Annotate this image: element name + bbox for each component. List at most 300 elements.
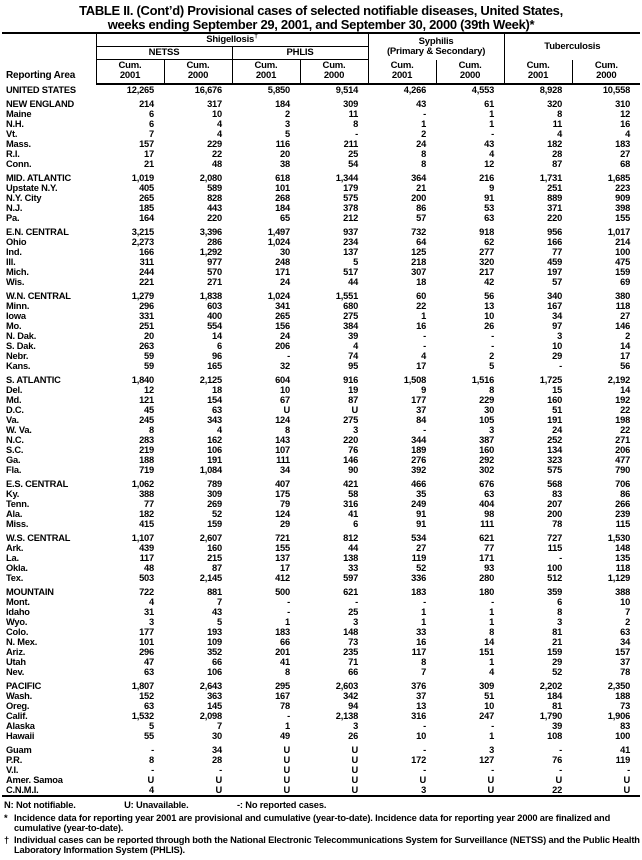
table-row xyxy=(2,84,640,95)
value-cell: 407 xyxy=(275,479,290,489)
value-cell: 4 xyxy=(217,425,222,435)
value-cell: 35 xyxy=(416,489,427,499)
value-cell: 95 xyxy=(348,361,359,371)
value-cell: 376 xyxy=(411,681,427,691)
value-cell: U xyxy=(351,775,359,785)
table-row xyxy=(2,533,640,543)
value-cell: - xyxy=(423,425,427,435)
table-title-line1: TABLE II. (Cont’d) Provisional cases of selected notifiable diseases, United States, xyxy=(79,3,563,18)
value-cell: 316 xyxy=(411,711,427,721)
value-cell: - xyxy=(491,765,495,775)
value-cell: 8 xyxy=(285,425,290,435)
value-cell: 43 xyxy=(212,607,222,617)
value-cell: 239 xyxy=(615,509,631,519)
table-row xyxy=(2,257,640,267)
row-label: Iowa xyxy=(6,311,26,321)
table-row xyxy=(2,563,640,573)
value-cell: 25 xyxy=(348,149,359,159)
value-cell: 517 xyxy=(343,267,359,277)
value-cell: 477 xyxy=(615,455,631,465)
value-cell: 323 xyxy=(547,455,563,465)
value-cell: 16 xyxy=(416,637,427,647)
value-cell: 248 xyxy=(275,257,290,267)
value-cell: 384 xyxy=(343,321,359,331)
value-cell: 15 xyxy=(552,385,563,395)
value-cell: 160 xyxy=(479,445,495,455)
value-cell: 2,098 xyxy=(199,711,222,721)
row-label: Hawaii xyxy=(6,731,35,741)
value-cell: 20 xyxy=(144,331,154,341)
value-cell: 60 xyxy=(416,291,427,301)
value-cell: 6 xyxy=(557,597,563,607)
value-cell: 30 xyxy=(212,731,222,741)
value-cell: - xyxy=(151,745,154,755)
value-cell: 165 xyxy=(207,361,222,371)
value-cell: 117 xyxy=(411,647,427,657)
notifiable-diseases-table xyxy=(2,32,640,797)
value-cell: 218 xyxy=(411,257,427,267)
table-row xyxy=(2,731,640,741)
value-cell: 167 xyxy=(275,691,290,701)
row-label: Ala. xyxy=(6,509,23,519)
row-label: Guam xyxy=(6,745,32,755)
value-cell: 4,266 xyxy=(403,85,427,95)
value-cell: 1 xyxy=(489,607,495,617)
value-cell: 127 xyxy=(479,755,495,765)
value-cell: 7 xyxy=(217,597,222,607)
value-cell: 14 xyxy=(620,341,631,351)
table-row xyxy=(2,627,640,637)
value-cell: 722 xyxy=(139,587,154,597)
row-label: Conn. xyxy=(6,159,32,169)
value-cell: - xyxy=(423,341,427,351)
value-cell: 364 xyxy=(411,173,427,183)
value-cell: 276 xyxy=(411,455,427,465)
dagger-footnote-marker: † xyxy=(254,32,258,40)
value-cell: 96 xyxy=(212,351,222,361)
value-cell: 2,202 xyxy=(539,681,563,691)
value-cell: 1,731 xyxy=(539,173,563,183)
value-cell: 5 xyxy=(285,129,290,139)
value-cell: 34 xyxy=(552,311,563,321)
value-cell: 2,643 xyxy=(199,681,222,691)
row-label: W.S. CENTRAL xyxy=(6,533,71,543)
value-cell: 2,607 xyxy=(199,533,222,543)
value-cell: 78 xyxy=(620,667,631,677)
value-cell: 37 xyxy=(416,691,427,701)
table-row xyxy=(2,237,640,247)
value-cell: 331 xyxy=(139,311,154,321)
row-label: N.C. xyxy=(6,435,24,445)
value-cell: 352 xyxy=(207,647,222,657)
value-cell: 53 xyxy=(484,203,495,213)
table-row xyxy=(2,657,640,667)
value-cell: 7 xyxy=(217,721,222,731)
value-cell: 6 xyxy=(149,119,154,129)
value-cell: 41 xyxy=(280,657,290,667)
table-title xyxy=(2,4,640,31)
value-cell: - xyxy=(423,721,427,731)
value-cell: 2,080 xyxy=(199,173,222,183)
value-cell: 62 xyxy=(484,237,495,247)
value-cell: 320 xyxy=(547,99,563,109)
value-cell: 33 xyxy=(348,563,359,573)
row-label: R.I. xyxy=(6,149,20,159)
value-cell: 234 xyxy=(343,237,359,247)
value-cell: 4 xyxy=(149,785,154,795)
value-cell: 192 xyxy=(615,395,631,405)
value-cell: 5,850 xyxy=(267,85,290,95)
row-label: N.Y. City xyxy=(6,193,42,203)
value-cell: 121 xyxy=(139,395,154,405)
value-cell: 310 xyxy=(615,99,631,109)
value-cell: 182 xyxy=(547,139,563,149)
value-cell: 22 xyxy=(620,405,631,415)
value-cell: 956 xyxy=(547,227,563,237)
cum-col-header: Cum. 2001 xyxy=(504,60,572,85)
value-cell: 76 xyxy=(348,445,359,455)
value-cell: U xyxy=(283,765,290,775)
value-cell: 475 xyxy=(615,257,631,267)
value-cell: 33 xyxy=(416,627,427,637)
value-cell: 183 xyxy=(615,139,631,149)
value-cell: U xyxy=(623,785,631,795)
syphilis-label-line2: (Primary & Secondary) xyxy=(386,45,486,57)
value-cell: 107 xyxy=(275,445,290,455)
value-cell: 84 xyxy=(416,415,427,425)
value-cell: 97 xyxy=(552,321,563,331)
value-cell: 63 xyxy=(620,627,631,637)
table-row xyxy=(2,587,640,597)
value-cell: 280 xyxy=(479,573,495,583)
value-cell: 13 xyxy=(416,701,427,711)
table-row xyxy=(2,321,640,331)
value-cell: 137 xyxy=(343,247,359,257)
value-cell: 4 xyxy=(217,119,222,129)
value-cell: 119 xyxy=(411,553,427,563)
value-cell: 54 xyxy=(348,159,359,169)
value-cell: 6 xyxy=(149,109,154,119)
value-cell: 48 xyxy=(144,563,154,573)
value-cell: 220 xyxy=(207,213,222,223)
value-cell: 1,840 xyxy=(131,375,154,385)
value-cell: 2 xyxy=(625,617,631,627)
value-cell: 17 xyxy=(280,563,290,573)
table-row xyxy=(2,149,640,159)
table-row xyxy=(2,637,640,647)
value-cell: 137 xyxy=(275,553,290,563)
value-cell: 439 xyxy=(139,543,154,553)
value-cell: 55 xyxy=(144,731,154,741)
syphilis-group-header xyxy=(368,33,504,60)
value-cell: 11 xyxy=(348,109,359,119)
table-row xyxy=(2,341,640,351)
value-cell: 31 xyxy=(144,607,154,617)
cum-col-header: Cum. 2001 xyxy=(232,60,300,85)
value-cell: 317 xyxy=(207,99,222,109)
value-cell: 618 xyxy=(275,173,290,183)
value-cell: 265 xyxy=(275,311,290,321)
row-label: Pa. xyxy=(6,213,20,223)
value-cell: 74 xyxy=(348,351,359,361)
value-cell: 197 xyxy=(547,267,563,277)
value-cell: 286 xyxy=(207,237,222,247)
value-cell: 235 xyxy=(343,647,359,657)
table-row xyxy=(2,499,640,509)
value-cell: - xyxy=(423,765,427,775)
footnotes xyxy=(2,800,640,856)
value-cell: 359 xyxy=(547,587,563,597)
row-label: W. Va. xyxy=(6,425,32,435)
value-cell: 12,265 xyxy=(126,85,154,95)
value-cell: 341 xyxy=(275,301,290,311)
value-cell: 106 xyxy=(207,445,222,455)
table-row xyxy=(2,331,640,341)
row-label: Wyo. xyxy=(6,617,28,627)
value-cell: 4,553 xyxy=(471,85,495,95)
value-cell: 56 xyxy=(484,291,495,301)
value-cell: 52 xyxy=(552,667,563,677)
value-cell: 8 xyxy=(149,755,154,765)
value-cell: 621 xyxy=(343,587,359,597)
value-cell: 4 xyxy=(421,351,427,361)
value-cell: 283 xyxy=(139,435,154,445)
value-cell: 1,530 xyxy=(607,533,631,543)
value-cell: - xyxy=(287,711,290,721)
value-cell: 268 xyxy=(275,193,290,203)
value-cell: 11 xyxy=(552,119,563,129)
table-row xyxy=(2,681,640,691)
value-cell: 12 xyxy=(620,109,631,119)
table-row xyxy=(2,351,640,361)
value-cell: 45 xyxy=(144,405,154,415)
value-cell: - xyxy=(491,331,495,341)
table-row xyxy=(2,721,640,731)
value-cell: 307 xyxy=(411,267,427,277)
row-label: Upstate N.Y. xyxy=(6,183,58,193)
value-cell: 39 xyxy=(552,721,563,731)
value-cell: 25 xyxy=(348,607,359,617)
value-cell: 57 xyxy=(552,277,563,287)
value-cell: 61 xyxy=(484,99,495,109)
value-cell: 13 xyxy=(484,301,495,311)
value-cell: 188 xyxy=(615,691,631,701)
value-cell: 215 xyxy=(207,553,222,563)
value-cell: 1 xyxy=(421,311,427,321)
value-cell: 812 xyxy=(343,533,359,543)
row-label: W.N. CENTRAL xyxy=(6,291,71,301)
value-cell: - xyxy=(559,745,563,755)
value-cell: 1 xyxy=(421,607,427,617)
value-cell: 111 xyxy=(480,519,495,529)
value-cell: 77 xyxy=(484,543,495,553)
row-label: Ind. xyxy=(6,247,22,257)
value-cell: 91 xyxy=(416,509,427,519)
table-row xyxy=(2,159,640,169)
table-row xyxy=(2,455,640,465)
value-cell: 220 xyxy=(547,213,563,223)
table-row xyxy=(2,617,640,627)
value-cell: 1 xyxy=(489,109,495,119)
table-row xyxy=(2,553,640,563)
value-cell: 65 xyxy=(280,213,290,223)
value-cell: 63 xyxy=(212,405,222,415)
row-label: Utah xyxy=(6,657,26,667)
table-row xyxy=(2,435,640,445)
value-cell: 3 xyxy=(353,721,359,731)
value-cell: 138 xyxy=(343,553,359,563)
value-cell: 12 xyxy=(484,159,495,169)
value-cell: 8 xyxy=(557,109,563,119)
value-cell: 81 xyxy=(552,627,563,637)
value-cell: 1,344 xyxy=(335,173,359,183)
row-label: Nebr. xyxy=(6,351,29,361)
value-cell: 160 xyxy=(207,543,222,553)
value-cell: 2,125 xyxy=(199,375,222,385)
value-cell: 29 xyxy=(552,657,563,667)
table-row xyxy=(2,99,640,109)
value-cell: 87 xyxy=(212,563,222,573)
value-cell: 1 xyxy=(489,119,495,129)
row-label: P.R. xyxy=(6,755,23,765)
value-cell: 151 xyxy=(479,647,495,657)
value-cell: 183 xyxy=(275,627,290,637)
table-row xyxy=(2,543,640,553)
value-cell: 22 xyxy=(212,149,222,159)
value-cell: 21 xyxy=(552,637,563,647)
value-cell: 57 xyxy=(416,213,427,223)
value-cell: 1,551 xyxy=(335,291,359,301)
value-cell: 680 xyxy=(343,301,359,311)
value-cell: 320 xyxy=(479,257,495,267)
row-label: Kans. xyxy=(6,361,31,371)
legend-no-reported-cases: -: No reported cases. xyxy=(236,800,327,810)
value-cell: 180 xyxy=(479,587,495,597)
value-cell: 5 xyxy=(353,257,359,267)
value-cell: 16 xyxy=(620,119,631,129)
value-cell: 68 xyxy=(620,159,631,169)
value-cell: 265 xyxy=(139,193,154,203)
value-cell: 198 xyxy=(615,415,631,425)
table-row xyxy=(2,489,640,499)
table-title-line2: weeks ending September 29, 2001, and September 30, 2000 (39th Week)* xyxy=(107,16,535,32)
row-label: Tenn. xyxy=(6,499,30,509)
value-cell: 309 xyxy=(343,99,359,109)
value-cell: 164 xyxy=(139,213,154,223)
value-cell: 244 xyxy=(139,267,154,277)
value-cell: 191 xyxy=(547,415,563,425)
row-label: D.C. xyxy=(6,405,24,415)
row-label: Colo. xyxy=(6,627,29,637)
value-cell: 309 xyxy=(479,681,495,691)
value-cell: 159 xyxy=(207,519,222,529)
value-cell: 503 xyxy=(139,573,154,583)
value-cell: - xyxy=(559,765,563,775)
value-cell: 512 xyxy=(547,573,563,583)
value-cell: 2,273 xyxy=(131,237,154,247)
value-cell: 134 xyxy=(547,445,563,455)
value-cell: 159 xyxy=(615,267,631,277)
value-cell: 229 xyxy=(207,139,222,149)
value-cell: 38 xyxy=(280,159,290,169)
value-cell: 275 xyxy=(343,311,359,321)
value-cell: 125 xyxy=(411,247,427,257)
row-label: Tex. xyxy=(6,573,24,583)
footnote-star xyxy=(4,813,640,834)
table-row xyxy=(2,291,640,301)
value-cell: 63 xyxy=(484,213,495,223)
row-label: S. Dak. xyxy=(6,341,36,351)
value-cell: 4 xyxy=(489,149,495,159)
value-cell: U xyxy=(283,405,290,415)
row-label: La. xyxy=(6,553,19,563)
table-row xyxy=(2,277,640,287)
value-cell: 42 xyxy=(484,277,495,287)
value-cell: U xyxy=(487,785,495,795)
value-cell: 98 xyxy=(484,509,495,519)
value-cell: 58 xyxy=(348,489,359,499)
value-cell: 1,107 xyxy=(131,533,154,543)
table-row xyxy=(2,607,640,617)
legend-unavailable: U: Unavailable. xyxy=(124,800,189,810)
value-cell: 266 xyxy=(615,499,631,509)
value-cell: 2,603 xyxy=(335,681,359,691)
value-cell: 500 xyxy=(275,587,290,597)
value-cell: 24 xyxy=(280,331,290,341)
value-cell: 32 xyxy=(280,361,290,371)
table-row xyxy=(2,465,640,475)
value-cell: 343 xyxy=(207,415,222,425)
row-label: Ohio xyxy=(6,237,27,247)
value-cell: 2 xyxy=(489,351,495,361)
value-cell: U xyxy=(215,785,222,795)
value-cell: 188 xyxy=(139,455,154,465)
shigellosis-label: Shigellosis xyxy=(206,34,255,45)
value-cell: 166 xyxy=(547,237,563,247)
value-cell: 105 xyxy=(479,415,495,425)
value-cell: 44 xyxy=(348,543,359,553)
value-cell: 459 xyxy=(547,257,563,267)
value-cell: 106 xyxy=(207,667,222,677)
table-row xyxy=(2,711,640,721)
value-cell: 398 xyxy=(615,203,631,213)
table-body xyxy=(2,84,640,796)
value-cell: U xyxy=(283,755,290,765)
value-cell: 977 xyxy=(207,257,222,267)
value-cell: 145 xyxy=(207,701,222,711)
value-cell: 182 xyxy=(139,509,154,519)
value-cell: 2 xyxy=(625,331,631,341)
value-cell: 86 xyxy=(416,203,427,213)
value-cell: 8 xyxy=(489,385,495,395)
value-cell: 916 xyxy=(343,375,359,385)
value-cell: 63 xyxy=(484,489,495,499)
value-cell: 76 xyxy=(552,755,563,765)
value-cell: 937 xyxy=(343,227,359,237)
value-cell: 1 xyxy=(489,657,495,667)
value-cell: 597 xyxy=(343,573,359,583)
row-label: Minn. xyxy=(6,301,30,311)
table-row xyxy=(2,775,640,785)
value-cell: 47 xyxy=(144,657,154,667)
value-cell: 27 xyxy=(620,149,631,159)
value-cell: 421 xyxy=(343,479,359,489)
value-cell: 296 xyxy=(139,647,154,657)
value-cell: 589 xyxy=(207,183,222,193)
value-cell: 3 xyxy=(557,331,563,341)
value-cell: 918 xyxy=(479,227,495,237)
value-cell: 115 xyxy=(615,519,631,529)
